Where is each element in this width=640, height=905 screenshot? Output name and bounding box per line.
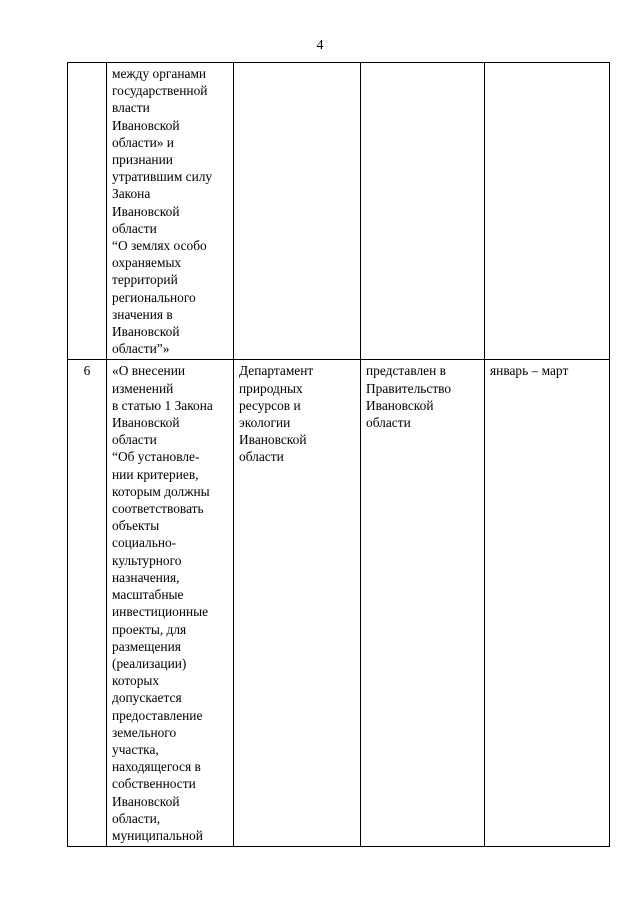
law-title-line: Ивановской [112, 203, 180, 219]
law-title-line: охраняемых [112, 255, 182, 271]
law-title-line: области”» [112, 341, 170, 357]
legislation-plan-table [67, 62, 610, 847]
law-title-line: Закона [112, 186, 151, 202]
law-title-line: Ивановской [112, 324, 180, 340]
law-title-line: находящегося в [112, 759, 201, 775]
responsible-line: природных [239, 380, 303, 396]
law-title-line: нии критериев, [112, 466, 199, 482]
law-title-line: области, [112, 810, 161, 826]
law-title-line: собственности [112, 776, 196, 792]
law-title-cell [107, 360, 234, 847]
law-title-line: области» и [112, 134, 174, 150]
law-title-line: земельного [112, 724, 177, 740]
status-line: представлен в [366, 363, 446, 379]
law-title-line: Ивановской [112, 793, 180, 809]
status-line: области [366, 415, 411, 431]
law-title-line: муниципальной [112, 827, 203, 843]
status-cell [361, 63, 485, 360]
table-row [68, 360, 610, 847]
law-title-line: признании [112, 152, 173, 168]
law-title-line: культурного [112, 552, 182, 568]
law-title-line: объекты [112, 518, 160, 534]
responsible-line: ресурсов и [239, 397, 301, 413]
law-title-cell [107, 63, 234, 360]
page-number: 4 [316, 38, 324, 53]
law-title-line: участка, [112, 741, 159, 757]
table-row [68, 63, 610, 360]
law-title-line: изменений [112, 380, 174, 396]
law-title-line: которых [112, 673, 160, 689]
law-title-line: назначения, [112, 569, 180, 585]
law-title-line: области [112, 220, 157, 236]
law-title-line: соответствовать [112, 501, 204, 517]
law-title-line: которым должны [112, 483, 210, 499]
law-title-line: утратившим силу [112, 169, 213, 185]
law-title-line: государственной [112, 83, 208, 99]
law-title-line: предоставление [112, 707, 203, 723]
law-title-line: территорий [112, 272, 178, 288]
row-number-cell [68, 63, 107, 360]
responsible-cell [234, 63, 361, 360]
law-title-line: Ивановской [112, 117, 180, 133]
period-cell [485, 360, 610, 847]
responsible-line: Ивановской [239, 432, 307, 448]
law-title-line: социально- [112, 535, 177, 551]
law-title-line: “Об установле- [112, 449, 200, 465]
law-title-line: власти [112, 100, 150, 116]
law-title-line: значения в [112, 306, 173, 322]
law-title-line: “О землях особо [112, 238, 207, 254]
law-title-line: проекты, для [112, 621, 187, 637]
status-line: Ивановской [366, 397, 434, 413]
responsible-cell [234, 360, 361, 847]
period-text: январь – март [490, 363, 569, 379]
law-title-line: (реализации) [112, 655, 187, 671]
responsible-line: области [239, 449, 284, 465]
law-title-line: регионального [112, 289, 196, 305]
responsible-line: экологии [239, 415, 291, 431]
law-title-line: «О внесении [112, 363, 186, 379]
law-title-line: между органами [112, 66, 207, 81]
row-number: 6 [83, 363, 91, 379]
responsible-line: Департамент [239, 363, 314, 379]
law-title-line: масштабные [112, 587, 184, 603]
law-title-line: Ивановской [112, 415, 180, 431]
law-title-line: области [112, 432, 157, 448]
status-cell [361, 360, 485, 847]
law-title-line: инвестиционные [112, 604, 209, 620]
law-title-line: размещения [112, 638, 181, 654]
period-cell [485, 63, 610, 360]
law-title-line: допускается [112, 690, 182, 706]
row-number-cell [68, 360, 107, 847]
law-title-line: в статью 1 Закона [112, 397, 213, 413]
status-line: Правительство [366, 380, 452, 396]
